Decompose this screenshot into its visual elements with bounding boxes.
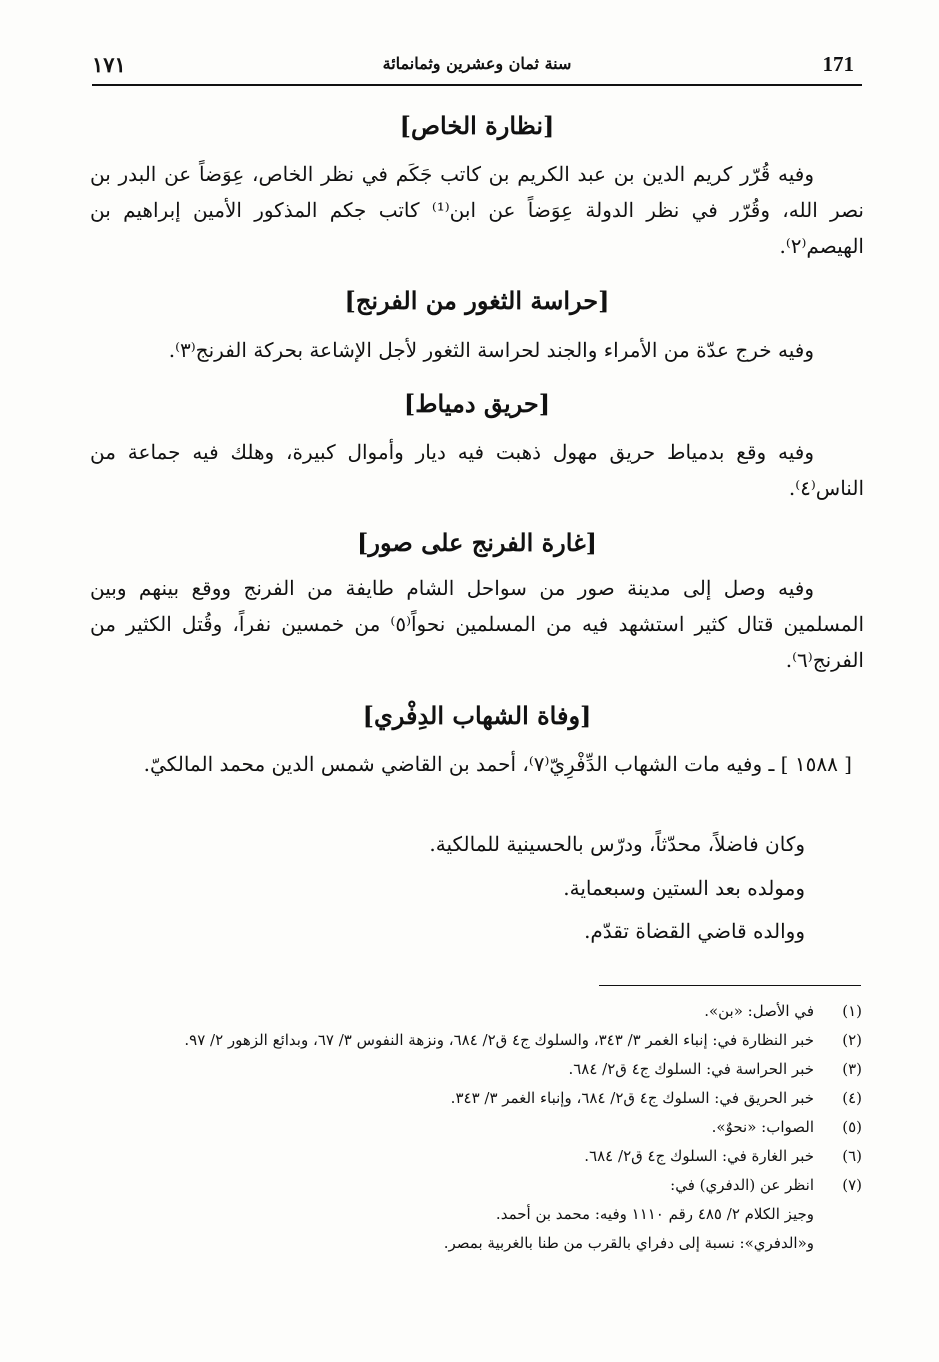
- footnote-continuation: و«الدفري»: نسبة إلى دفراي بالقرب من طنا بالغربية بمصر.: [443, 1234, 814, 1252]
- footnote-text: خبر الغارة في: السلوك ج٤ ق٢/ ٦٨٤.: [584, 1147, 814, 1165]
- section-paragraph: وفيه وصل إلى مدينة صور من سواحل الشام طايفة من الفرنج ووقع بينهم وبين المسلمين قتال كثير استشهد فيه من المسلمين نحواً⁽٥⁾ من خمسين نفراً، وقُتل الكثير من الفرنج⁽٦⁾.: [90, 576, 864, 672]
- footnote-item: [90, 1084, 862, 1113]
- section-heading: [نظارة الخاص]: [399, 111, 555, 140]
- footnote-item: [90, 1171, 862, 1200]
- section-heading: [حريق دمياط]: [403, 389, 551, 418]
- section-heading: [غارة الفرنج على صور]: [357, 528, 597, 557]
- footnote-number: (٣): [842, 1060, 862, 1078]
- section-paragraph: وفيه قُرّر كريم الدين بن عبد الكريم بن كاتب جَكَم في نظر الخاص، عِوَضاً عن البدر بن نصر الله، وقُرّر في نظر الدولة عِوَضاً عن ابن⁽¹⁾ كاتب جكم المذكور الأمين إبراهيم بن الهيصم⁽٢⁾.: [90, 162, 864, 258]
- page-number-arabic: ١٧١: [92, 52, 126, 77]
- biography-line: وكان فاضلاً، محدّثاً، ودرّس بالحسينية للمالكية.: [429, 832, 805, 856]
- section-heading: [وفاة الشهاب الدِفْري]: [362, 701, 592, 730]
- footnote-text: انظر عن (الدفري) في:: [670, 1176, 814, 1194]
- footnote-text: خبر الحريق في: السلوك ج٤ ق٢/ ٦٨٤، وإنباء الغمر ٣/ ٣٤٣.: [450, 1089, 814, 1107]
- footnote-number: (١): [842, 1002, 862, 1020]
- biography-line: ووالده قاضي القضاة تقدّم.: [584, 919, 805, 943]
- footnote-item: [90, 997, 862, 1026]
- header-rule: [92, 84, 862, 86]
- footnote-continuation: وجيز الكلام ٢/ ٤٨٥ رقم ١١١٠ وفيه: محمد بن أحمد.: [495, 1205, 814, 1223]
- footnote-number: (٧): [842, 1176, 862, 1194]
- footnote-text: خبر الحراسة في: السلوك ج٤ ق٢/ ٦٨٤.: [568, 1060, 814, 1078]
- footnote-text: خبر النظارة في: إنباء الغمر ٣/ ٣٤٣، والسلوك ج٤ ق٢/ ٦٨٤، ونزهة النفوس ٣/ ٦٧، وبدائع الزهور ٢/ ٩٧.: [184, 1031, 814, 1049]
- footnote-item: [90, 1026, 862, 1055]
- running-title: سنة ثمان وعشرين وثمانمائة: [382, 54, 572, 73]
- footnote-item: [90, 1113, 862, 1142]
- biography-entry: [ ١٥٨٨ ] ـ وفيه مات الشهاب الدِّفْرِيّ⁽٧⁾، أحمد بن القاضي شمس الدين محمد المالكيّ.: [143, 752, 852, 776]
- biography-line: ومولده بعد الستين وسبعماية.: [563, 876, 805, 900]
- footnote-number: (٥): [842, 1118, 862, 1136]
- footnote-number: (٦): [842, 1147, 862, 1165]
- footnote-number: (٢): [842, 1031, 862, 1049]
- footnote-rule: [599, 985, 861, 986]
- section-heading: [حراسة الثغور من الفرنج]: [344, 286, 610, 315]
- footnote-text: الصواب: «نحوٌ».: [711, 1118, 814, 1136]
- footnote-number: (٤): [842, 1089, 862, 1107]
- footnotes: [90, 997, 862, 1258]
- footnote-item: [90, 1142, 862, 1171]
- footnote-item: [90, 1055, 862, 1084]
- footnote-text: في الأصل: «بن».: [704, 1002, 814, 1020]
- section-paragraph: وفيه خرج عدّة من الأمراء والجند لحراسة الثغور لأجل الإشاعة بحركة الفرنج⁽٣⁾.: [168, 338, 814, 362]
- page-header: [92, 44, 862, 84]
- section-paragraph: وفيه وقع بدمياط حريق مهول ذهبت فيه ديار وأموال كبيرة، وهلك فيه جماعة من الناس⁽٤⁾.: [90, 440, 864, 500]
- page-number-latin: 171: [822, 52, 854, 76]
